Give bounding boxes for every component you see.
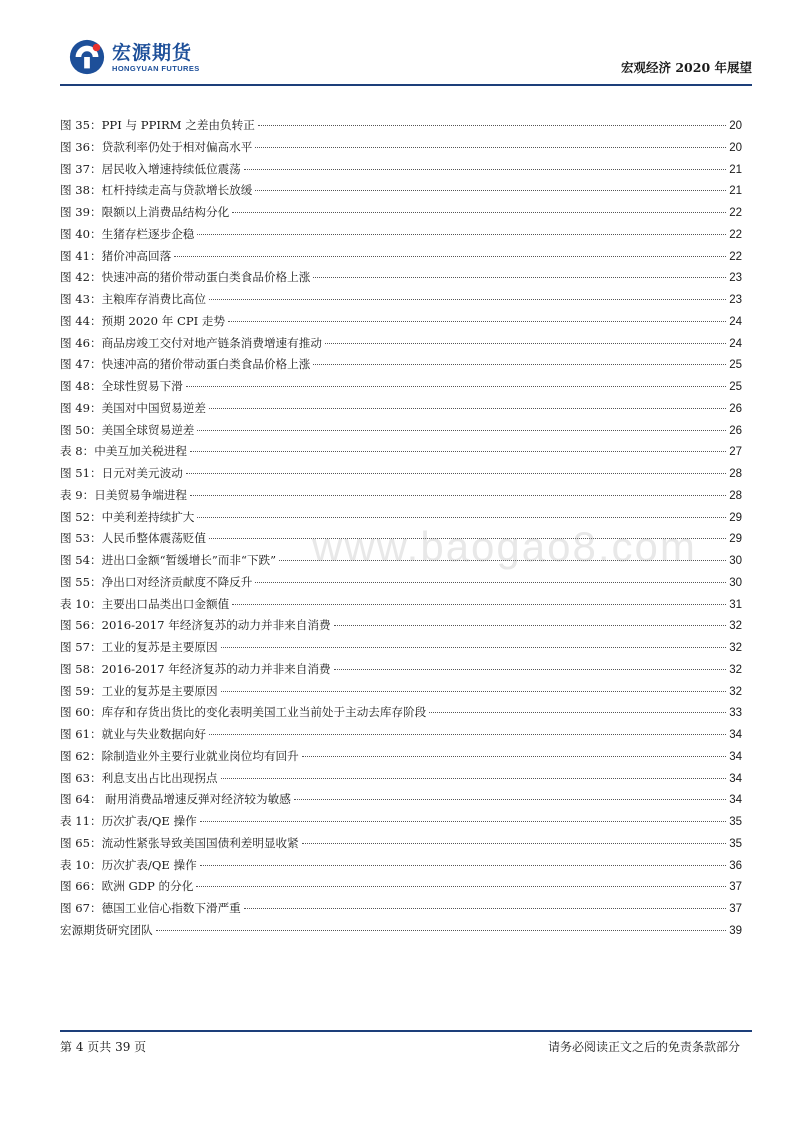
toc-leader-dots bbox=[197, 517, 726, 518]
toc-leader-dots bbox=[197, 430, 726, 431]
document-title: 宏观经济 2020 年展望 bbox=[621, 60, 752, 75]
toc-entry-label: 图 44：预期 2020 年 CPI 走势 bbox=[60, 313, 226, 328]
toc-leader-dots bbox=[209, 538, 726, 539]
toc-entry-page: 29 bbox=[729, 533, 742, 546]
toc-leader-dots bbox=[325, 343, 726, 344]
toc-entry[interactable] bbox=[60, 704, 742, 726]
toc-leader-dots bbox=[221, 647, 727, 648]
toc-entry-label: 表 10：主要出口品类出口金额值 bbox=[60, 596, 230, 611]
toc-entry-page: 32 bbox=[729, 663, 742, 676]
toc-entry-label: 表 9：日美贸易争端进程 bbox=[60, 487, 187, 502]
toc-leader-dots bbox=[255, 190, 726, 191]
toc-entry-page: 34 bbox=[729, 772, 742, 785]
footer-rule bbox=[60, 1030, 752, 1032]
toc-entry-label: 图 54：进出口金额“暂缓增长”而非“下跌” bbox=[60, 553, 277, 567]
toc-entry-page: 34 bbox=[729, 794, 742, 807]
toc-entry[interactable] bbox=[60, 378, 742, 400]
toc-entry-page: 35 bbox=[729, 816, 742, 828]
toc-entry[interactable] bbox=[60, 465, 742, 487]
toc-leader-dots bbox=[221, 778, 727, 779]
toc-leader-dots bbox=[294, 799, 726, 800]
toc-leader-dots bbox=[196, 886, 726, 887]
hongyuan-logo-icon bbox=[68, 38, 106, 76]
toc-leader-dots bbox=[186, 386, 726, 387]
toc-entry[interactable] bbox=[60, 443, 742, 465]
toc-entry-page: 22 bbox=[729, 250, 742, 263]
toc-entry-label: 图 57：工业的复苏是主要原因 bbox=[60, 640, 218, 654]
toc-entry-page: 20 bbox=[729, 141, 742, 154]
toc-leader-dots bbox=[209, 734, 726, 735]
toc-entry-label: 图 49：美国对中国贸易逆差 bbox=[60, 400, 206, 415]
toc-entry-page: 34 bbox=[729, 750, 742, 763]
toc-leader-dots bbox=[209, 408, 726, 409]
toc-entry-page: 26 bbox=[729, 402, 742, 415]
toc-entry-page: 24 bbox=[729, 315, 742, 328]
toc-entry-label: 图 40：生猪存栏逐步企稳 bbox=[60, 226, 195, 241]
toc-entry-label: 图 61：就业与失业数据向好 bbox=[60, 727, 206, 741]
toc-leader-dots bbox=[190, 451, 726, 452]
toc-leader-dots bbox=[313, 364, 726, 365]
toc-leader-dots bbox=[232, 212, 726, 213]
logo-english-name: HONGYUAN FUTURES bbox=[112, 63, 200, 73]
toc-leader-dots bbox=[302, 843, 726, 844]
toc-entry-label: 图 53：人民币整体震荡贬值 bbox=[60, 531, 206, 546]
toc-entry[interactable] bbox=[60, 422, 742, 444]
toc-entry[interactable] bbox=[60, 530, 742, 552]
toc-entry[interactable] bbox=[60, 248, 742, 270]
toc-entry[interactable] bbox=[60, 291, 742, 313]
toc-entry[interactable] bbox=[60, 117, 742, 139]
toc-entry[interactable] bbox=[60, 139, 742, 161]
toc-entry-label: 图 39：限额以上消费品结构分化 bbox=[60, 205, 230, 219]
toc-entry-page: 24 bbox=[729, 337, 742, 350]
toc-leader-dots bbox=[232, 604, 726, 605]
toc-entry-page: 32 bbox=[729, 685, 742, 698]
disclaimer-notice: 请务必阅读正文之后的免责条款部分 bbox=[547, 1040, 740, 1054]
toc-entry-page: 20 bbox=[729, 120, 742, 132]
toc-entry-label: 图 52：中美利差持续扩大 bbox=[60, 509, 195, 524]
toc-entry-page: 21 bbox=[729, 163, 742, 176]
toc-entry[interactable] bbox=[60, 509, 742, 531]
toc-entry-label: 图 67：德国工业信心指数下滑严重 bbox=[60, 901, 241, 915]
toc-entry[interactable] bbox=[60, 335, 742, 357]
toc-entry-label: 图 48：全球性贸易下滑 bbox=[60, 379, 183, 393]
toc-entry[interactable] bbox=[60, 748, 742, 770]
toc-entry-page: 31 bbox=[729, 598, 742, 611]
page-header bbox=[60, 30, 752, 86]
toc-entry-label: 图 55：净出口对经济贡献度不降反升 bbox=[60, 574, 253, 589]
toc-entry[interactable] bbox=[60, 835, 742, 857]
toc-entry-label: 图 41：猪价冲高回落 bbox=[60, 248, 172, 263]
toc-entry[interactable] bbox=[60, 552, 742, 574]
toc-entry[interactable] bbox=[60, 356, 742, 378]
toc-leader-dots bbox=[313, 277, 726, 278]
toc-entry-label: 图 42：快速冲高的猪价带动蛋白类食品价格上涨 bbox=[60, 270, 311, 285]
toc-entry[interactable] bbox=[60, 770, 742, 792]
toc-entry-page: 32 bbox=[729, 642, 742, 654]
toc-entry-page: 37 bbox=[729, 903, 742, 915]
toc-entry-label: 图 62：除制造业外主要行业就业岗位均有回升 bbox=[60, 748, 299, 763]
toc-entry-page: 25 bbox=[729, 381, 742, 393]
toc-leader-dots bbox=[200, 865, 726, 866]
toc-entry-label: 图 64： 耐用消费品增速反弹对经济较为敏感 bbox=[60, 792, 291, 807]
toc-entry[interactable] bbox=[60, 857, 742, 879]
toc-entry-page: 37 bbox=[729, 881, 742, 894]
toc-entry[interactable] bbox=[60, 922, 742, 944]
toc-entry[interactable] bbox=[60, 400, 742, 422]
toc-leader-dots bbox=[429, 712, 726, 713]
toc-entry[interactable] bbox=[60, 161, 742, 183]
watermark: www.baogao8.com bbox=[312, 523, 697, 570]
toc-entry[interactable] bbox=[60, 726, 742, 748]
toc-leader-dots bbox=[334, 625, 727, 626]
toc-entry-page: 32 bbox=[729, 620, 742, 633]
toc-leader-dots bbox=[228, 321, 726, 322]
toc-leader-dots bbox=[302, 756, 726, 757]
page-number: 第 4 页共 39 页 bbox=[60, 1040, 147, 1054]
toc-entry-label: 图 65：流动性紧张导致美国国债利差明显收紧 bbox=[60, 835, 299, 850]
toc-entry-page: 28 bbox=[729, 468, 742, 480]
toc-leader-dots bbox=[190, 495, 726, 496]
toc-leader-dots bbox=[174, 256, 726, 257]
toc-entry-page: 26 bbox=[729, 424, 742, 437]
toc-entry-label: 图 59：工业的复苏是主要原因 bbox=[60, 683, 218, 698]
toc-leader-dots bbox=[279, 560, 726, 561]
toc-entry[interactable] bbox=[60, 900, 742, 922]
toc-entry[interactable] bbox=[60, 617, 742, 639]
toc-entry[interactable] bbox=[60, 182, 742, 204]
toc-leader-dots bbox=[244, 169, 726, 170]
toc-entry-label: 图 43：主粮库存消费比高位 bbox=[60, 292, 206, 306]
toc-entry-page: 39 bbox=[729, 924, 742, 937]
toc-entry-label: 图 36：贷款利率仍处于相对偏高水平 bbox=[60, 139, 253, 154]
toc-entry[interactable] bbox=[60, 813, 742, 835]
toc-entry-page: 21 bbox=[729, 185, 742, 198]
toc-leader-dots bbox=[200, 821, 726, 822]
toc-entry[interactable] bbox=[60, 204, 742, 226]
toc-entry-page: 28 bbox=[729, 489, 742, 502]
toc-entry-label: 宏源期货研究团队 bbox=[60, 922, 153, 937]
toc-leader-dots bbox=[221, 691, 727, 692]
toc-entry-page: 33 bbox=[729, 707, 742, 720]
table-of-contents bbox=[60, 117, 742, 944]
toc-entry-page: 25 bbox=[729, 359, 742, 372]
toc-entry-label: 表 8：中美互加关税进程 bbox=[60, 444, 187, 459]
company-logo bbox=[68, 38, 200, 76]
toc-leader-dots bbox=[197, 234, 726, 235]
toc-entry-page: 23 bbox=[729, 272, 742, 285]
toc-entry-page: 23 bbox=[729, 294, 742, 306]
toc-entry-label: 图 56：2016-2017 年经济复苏的动力并非来自消费 bbox=[60, 618, 331, 633]
toc-entry-label: 图 47：快速冲高的猪价带动蛋白类食品价格上涨 bbox=[60, 357, 311, 372]
toc-leader-dots bbox=[209, 299, 726, 300]
toc-entry[interactable] bbox=[60, 878, 742, 900]
toc-entry-page: 34 bbox=[729, 729, 742, 741]
toc-leader-dots bbox=[258, 125, 726, 126]
toc-entry-page: 30 bbox=[729, 555, 742, 567]
toc-entry-label: 图 63：利息支出占比出现拐点 bbox=[60, 770, 218, 785]
toc-entry-label: 图 46：商品房竣工交付对地产链条消费增速有推动 bbox=[60, 335, 322, 350]
toc-entry-label: 图 51：日元对美元波动 bbox=[60, 466, 183, 480]
toc-entry-label: 图 50：美国全球贸易逆差 bbox=[60, 422, 195, 437]
toc-entry-label: 图 35：PPI 与 PPIRM 之差由负转正 bbox=[60, 118, 255, 132]
toc-leader-dots bbox=[186, 473, 726, 474]
toc-entry[interactable] bbox=[60, 487, 742, 509]
toc-entry-label: 表 11：历次扩表/QE 操作 bbox=[60, 814, 197, 828]
toc-entry-page: 30 bbox=[729, 576, 742, 589]
toc-leader-dots bbox=[255, 582, 726, 583]
toc-entry[interactable] bbox=[60, 574, 742, 596]
toc-entry-page: 27 bbox=[729, 446, 742, 459]
toc-entry[interactable] bbox=[60, 269, 742, 291]
toc-entry[interactable] bbox=[60, 226, 742, 248]
toc-entry-page: 22 bbox=[729, 228, 742, 241]
toc-entry-label: 表 10：历次扩表/QE 操作 bbox=[60, 857, 197, 872]
toc-leader-dots bbox=[156, 930, 726, 931]
toc-entry-label: 图 60：库存和存货出货比的变化表明美国工业当前处于主动去库存阶段 bbox=[60, 705, 427, 720]
toc-entry-label: 图 38：杠杆持续走高与贷款增长放缓 bbox=[60, 183, 253, 198]
toc-entry[interactable] bbox=[60, 639, 742, 661]
toc-entry[interactable] bbox=[60, 791, 742, 813]
toc-entry-label: 图 66：欧洲 GDP 的分化 bbox=[60, 879, 194, 894]
logo-chinese-name: 宏源期货 bbox=[112, 41, 193, 64]
toc-entry[interactable] bbox=[60, 683, 742, 705]
toc-leader-dots bbox=[244, 908, 726, 909]
toc-entry-label: 图 58：2016-2017 年经济复苏的动力并非来自消费 bbox=[60, 661, 331, 676]
toc-entry[interactable] bbox=[60, 313, 742, 335]
toc-entry-page: 36 bbox=[729, 859, 742, 872]
toc-entry-page: 22 bbox=[729, 207, 742, 219]
toc-leader-dots bbox=[334, 669, 727, 670]
toc-entry-page: 35 bbox=[729, 837, 742, 850]
toc-entry-label: 图 37：居民收入增速持续低位震荡 bbox=[60, 161, 241, 176]
toc-entry-page: 29 bbox=[729, 511, 742, 524]
toc-leader-dots bbox=[255, 147, 726, 148]
toc-entry[interactable] bbox=[60, 596, 742, 618]
toc-entry[interactable] bbox=[60, 661, 742, 683]
